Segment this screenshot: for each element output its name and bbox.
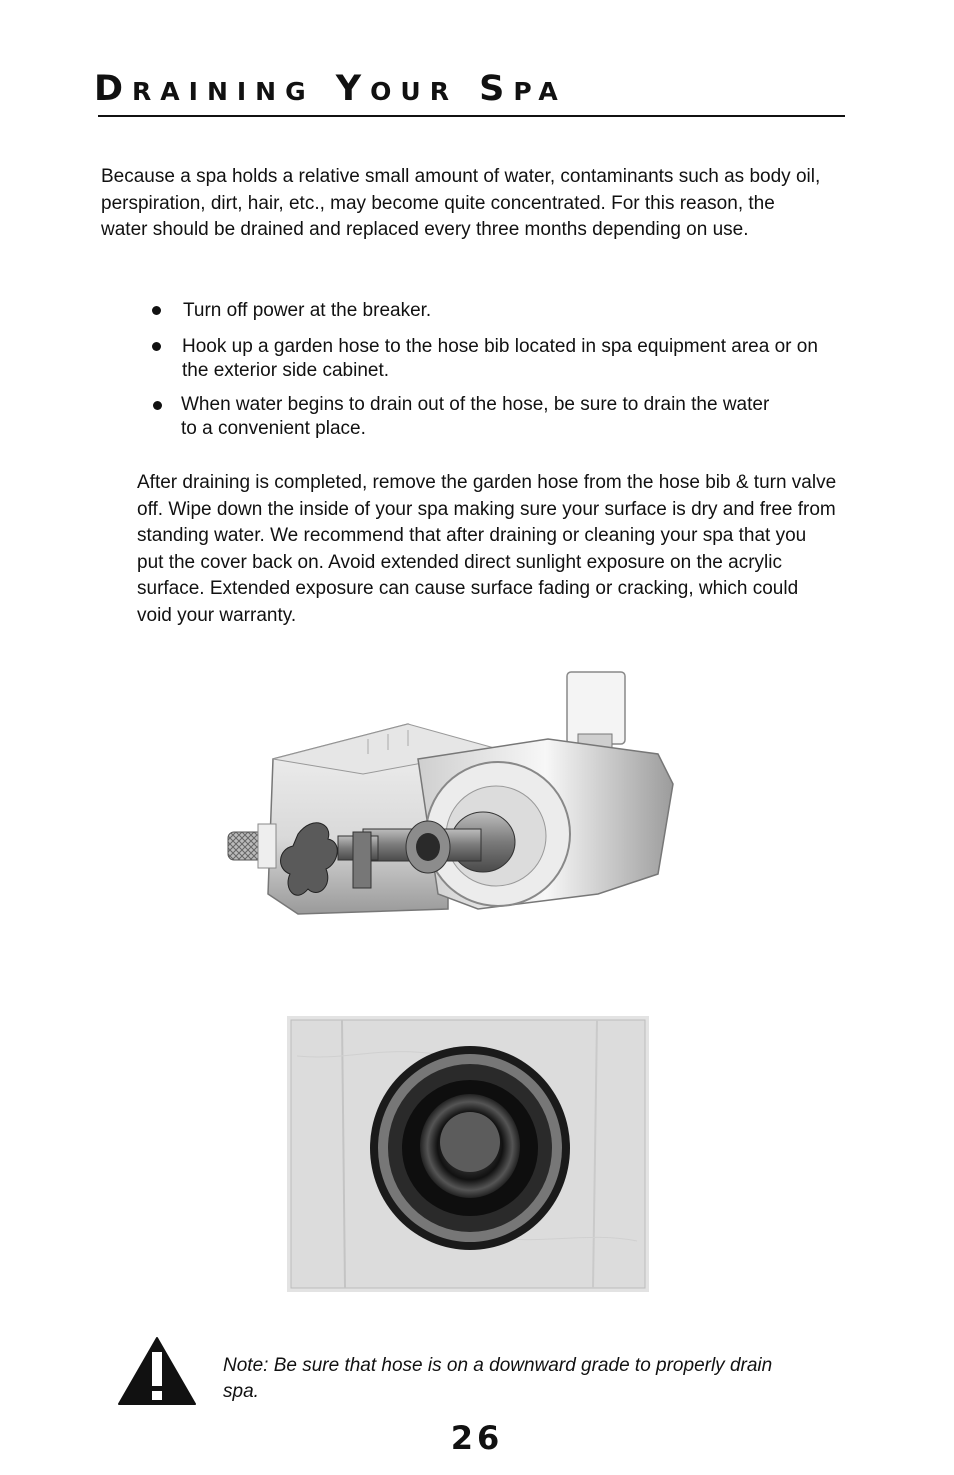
hose-bib-photo	[218, 664, 680, 944]
bullet-icon	[152, 306, 161, 315]
page-title: Draining Your Spa	[94, 69, 567, 109]
list-item-text: When water begins to drain out of the hose, be sure to drain the water	[181, 394, 770, 415]
bullet-icon	[152, 342, 161, 351]
list-item-text: the exterior side cabinet.	[182, 360, 390, 381]
title-divider	[98, 115, 845, 117]
note-text: Note: Be sure that hose is on a downward grade to properly drain spa.	[223, 1355, 773, 1402]
list-item-text: Turn off power at the breaker.	[183, 300, 432, 321]
warning-triangle-icon	[118, 1336, 196, 1406]
after-draining-paragraph: After draining is completed, remove the garden hose from the hose bib & turn valve off. Wipe down the inside of your spa making sure your surface is dry and free from standing water. We recommend that after draining or cleaning your spa that you put the cover back on. Avoid extended direct sunlight exposure on the acrylic surface. Extended exposure can cause surface fading or cracking, which could void your warranty.	[137, 472, 837, 626]
page-number: 26	[450, 1419, 504, 1457]
intro-paragraph: Because a spa holds a relative small amount of water, contaminants such as body oil, perspiration, dirt, hair, etc., may become quite concentrated. For this reason, the water should be drained and replaced every three months depending on use.	[101, 166, 821, 240]
drain-fitting-photo	[287, 1016, 649, 1292]
list-item-text: Hook up a garden hose to the hose bib located in spa equipment area or on	[182, 336, 818, 357]
bullet-icon	[153, 401, 162, 410]
list-item-text: to a convenient place.	[181, 418, 366, 439]
